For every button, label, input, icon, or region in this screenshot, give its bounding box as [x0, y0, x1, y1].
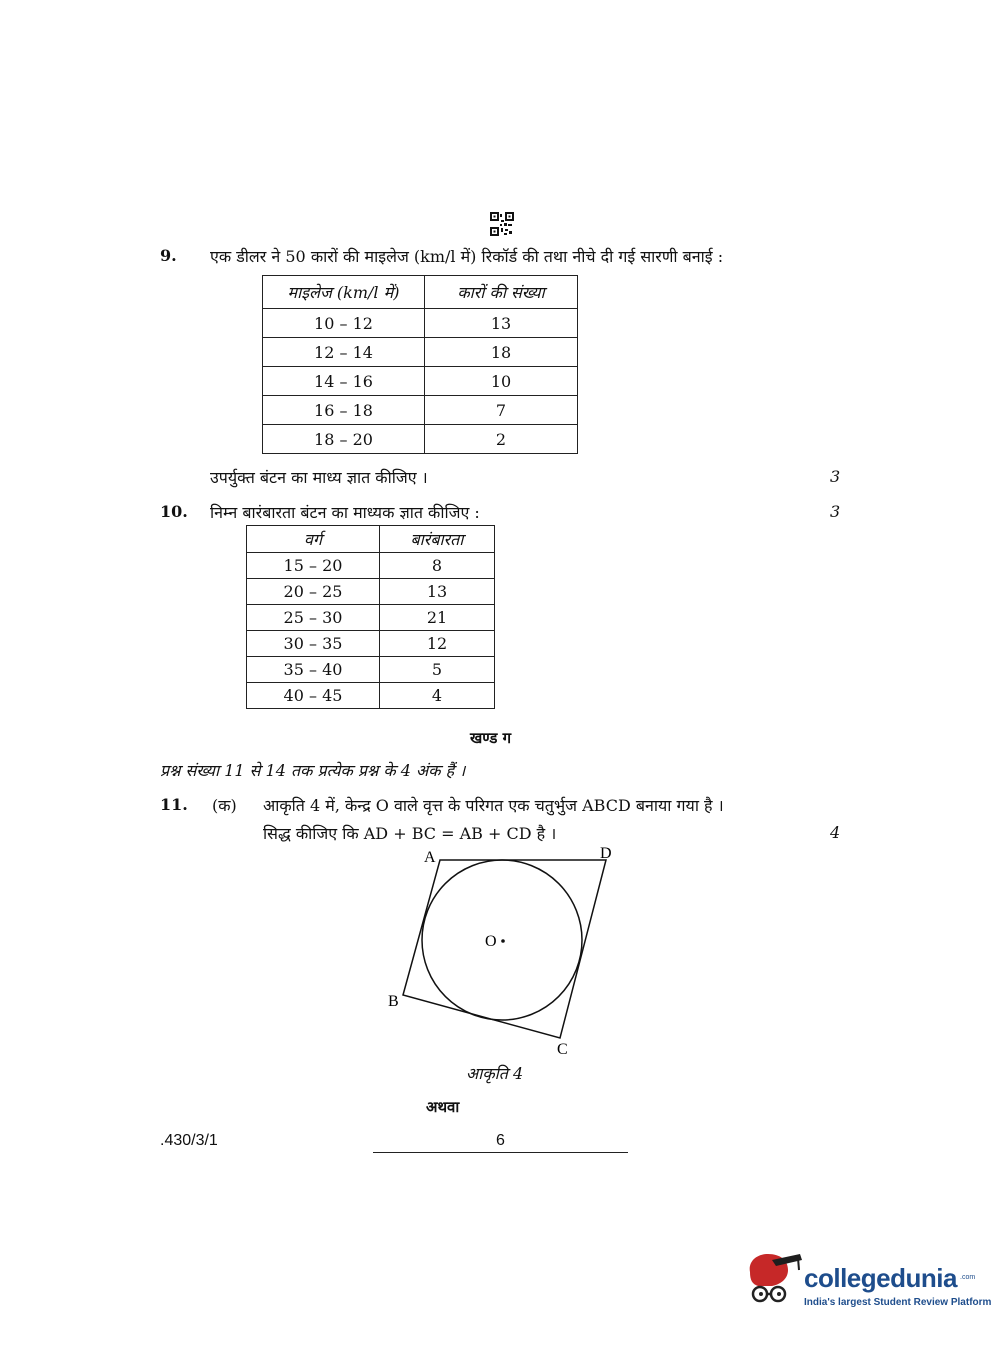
cars-count-cell: 13: [425, 309, 578, 338]
mileage-range-cell: 12 – 14: [263, 338, 425, 367]
class-interval-cell: 15 – 20: [247, 553, 380, 579]
cars-count-header: कारों की संख्या: [425, 276, 578, 309]
brand-name: collegedunia: [804, 1263, 957, 1293]
class-interval-cell: 40 – 45: [247, 683, 380, 709]
center-label-o: O: [485, 933, 497, 950]
section-instruction: प्रश्न संख्या 11 से 14 तक प्रत्येक प्रश्न के 4 अंक हैं ।: [160, 761, 466, 780]
figure-caption: आकृति 4: [466, 1064, 524, 1083]
frequency-cell: 4: [380, 683, 495, 709]
cars-count-cell: 18: [425, 338, 578, 367]
question-9-text: एक डीलर ने 50 कारों की माइलेज (km/l में) रिकॉर्ड की तथा नीचे दी गई सारणी बनाई :: [210, 247, 724, 266]
table-row: [247, 605, 495, 631]
frequency-cell: 5: [380, 657, 495, 683]
frequency-table: [246, 525, 495, 709]
frequency-cell: 13: [380, 579, 495, 605]
collegedunia-logo-icon: [742, 1250, 804, 1308]
section-title: खण्ड ग: [470, 729, 512, 747]
class-interval-cell: 20 – 25: [247, 579, 380, 605]
question-11-line1: आकृति 4 में, केन्द्र O वाले वृत्त के परिगत एक चतुर्भुज ABCD बनाया गया है ।: [263, 796, 724, 815]
class-interval-cell: 25 – 30: [247, 605, 380, 631]
or-label: अथवा: [426, 1098, 460, 1116]
frequency-cell: 8: [380, 553, 495, 579]
brand-tagline: India's largest Student Review Platform: [804, 1297, 992, 1308]
table-row: [263, 396, 578, 425]
cars-count-cell: 2: [425, 425, 578, 454]
class-interval-cell: 30 – 35: [247, 631, 380, 657]
table-row: [247, 579, 495, 605]
brand-domain: .com: [960, 1274, 976, 1281]
mileage-range-cell: 10 – 12: [263, 309, 425, 338]
mileage-range-cell: 18 – 20: [263, 425, 425, 454]
question-9-number: 9.: [160, 246, 177, 265]
class-interval-cell: 35 – 40: [247, 657, 380, 683]
frequency-cell: 12: [380, 631, 495, 657]
question-10-marks: 3: [830, 502, 841, 521]
question-10-number: 10.: [160, 502, 188, 521]
question-9-marks: 3: [830, 467, 841, 486]
table-row: [247, 631, 495, 657]
question-11-marks: 4: [830, 823, 841, 842]
quadrilateral-abcd: [403, 860, 606, 1038]
table-row: [247, 683, 495, 709]
question-10-text: निम्न बारंबारता बंटन का माध्यक ज्ञात कीजिए :: [210, 503, 480, 522]
table-row: [263, 338, 578, 367]
footer-divider: [373, 1152, 628, 1153]
vertex-label-b: B: [388, 993, 399, 1010]
cars-count-cell: 7: [425, 396, 578, 425]
table-row: [247, 657, 495, 683]
question-11-line2: सिद्ध कीजिए कि AD + BC = AB + CD है ।: [263, 824, 557, 843]
mileage-range-cell: 16 – 18: [263, 396, 425, 425]
vertex-label-c: C: [557, 1041, 568, 1058]
table-row: [263, 367, 578, 396]
figure-4-diagram: [380, 840, 640, 1060]
question-11-part: (क): [212, 796, 237, 815]
mileage-header: माइलेज (km/l में): [263, 276, 425, 309]
page-number: 6: [496, 1132, 505, 1149]
vertex-label-d: D: [600, 845, 612, 862]
frequency-header: बारंबारता: [380, 526, 495, 553]
vertex-label-a: A: [424, 849, 436, 866]
question-9-followup: उपर्युक्त बंटन का माध्य ज्ञात कीजिए ।: [210, 468, 428, 487]
mileage-range-cell: 14 – 16: [263, 367, 425, 396]
frequency-cell: 21: [380, 605, 495, 631]
table-row: [263, 425, 578, 454]
class-header: वर्ग: [247, 526, 380, 553]
qr-code-icon: [490, 212, 514, 236]
mileage-table: [262, 275, 578, 454]
table-row: [247, 553, 495, 579]
cars-count-cell: 10: [425, 367, 578, 396]
table-row: [263, 309, 578, 338]
center-point: [501, 939, 505, 943]
paper-code: .430/3/1: [160, 1132, 218, 1149]
question-11-number: 11.: [160, 795, 188, 814]
